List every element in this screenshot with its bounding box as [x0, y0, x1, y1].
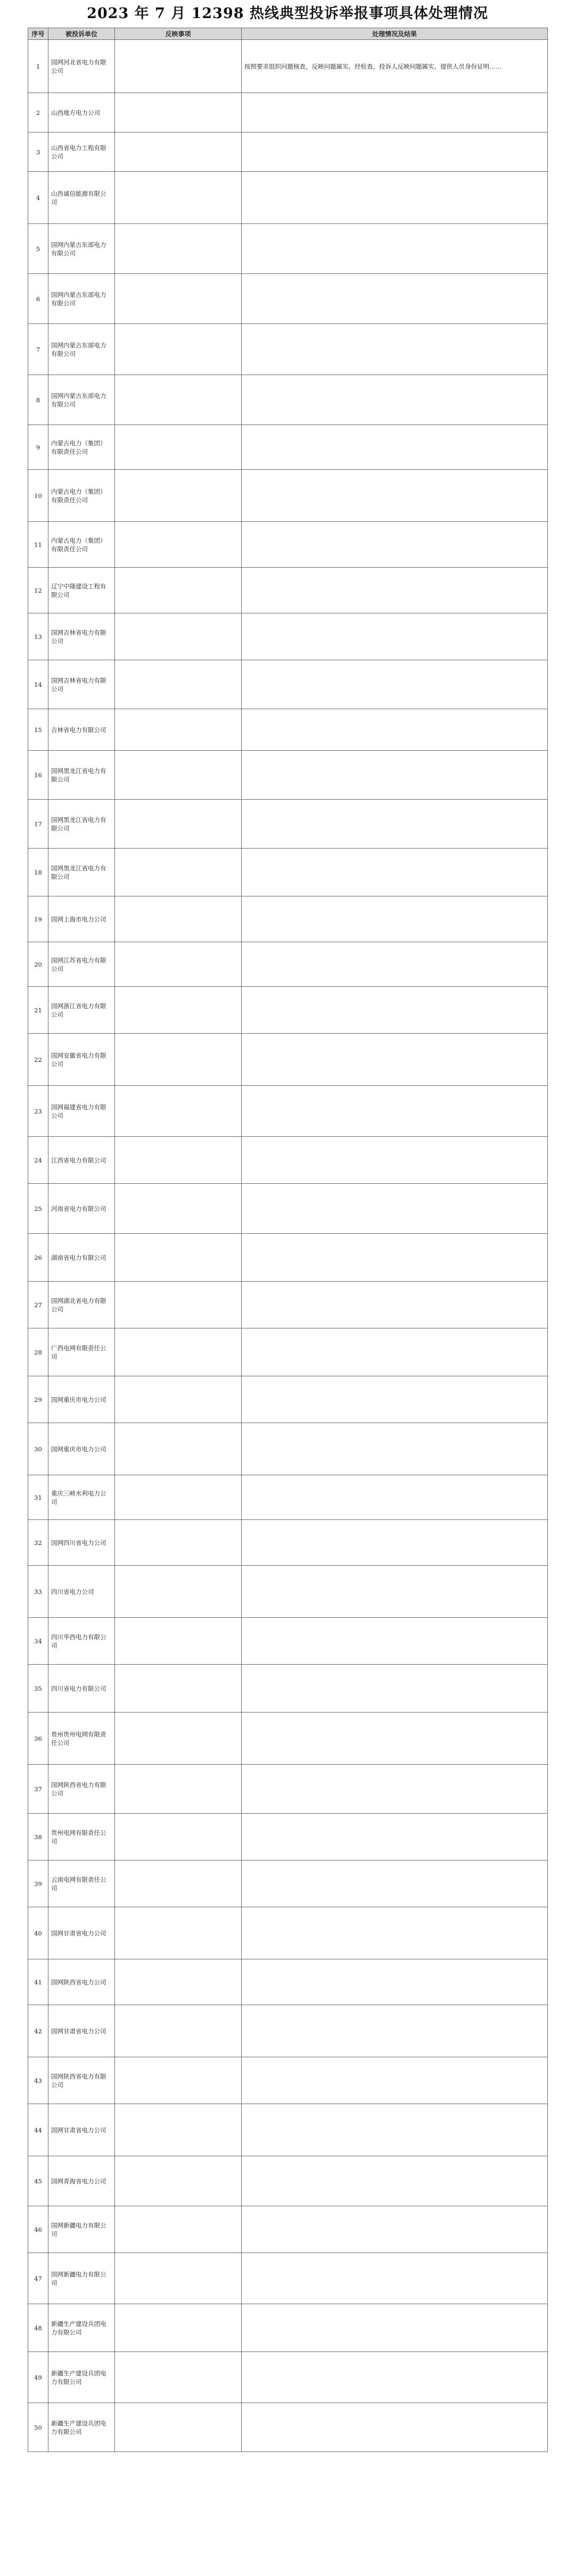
table-row	[28, 1765, 548, 1814]
row-result	[242, 613, 548, 660]
row-result	[242, 470, 548, 522]
row-result	[242, 2104, 548, 2156]
row-result	[242, 224, 548, 274]
row-unit: 国网内蒙古东部电力有限公司	[48, 324, 115, 375]
header-unit: 被投诉单位	[48, 28, 115, 40]
row-number: 38	[28, 1814, 48, 1860]
row-result	[242, 1282, 548, 1328]
row-result	[242, 2005, 548, 2057]
row-number: 43	[28, 2057, 48, 2104]
row-number: 22	[28, 1034, 48, 1086]
row-issue	[115, 224, 242, 274]
row-unit: 国网甘肃省电力公司	[48, 1907, 115, 1959]
row-number: 41	[28, 1959, 48, 2005]
row-unit: 内蒙古电力（集团）有限责任公司	[48, 470, 115, 522]
row-issue	[115, 1282, 242, 1328]
row-issue	[115, 93, 242, 132]
row-number: 47	[28, 2253, 48, 2304]
row-number: 9	[28, 425, 48, 470]
row-number: 27	[28, 1282, 48, 1328]
row-number: 49	[28, 2352, 48, 2403]
row-number: 40	[28, 1907, 48, 1959]
row-unit: 国网上海市电力公司	[48, 896, 115, 942]
row-unit: 四川省电力有限公司	[48, 1665, 115, 1713]
row-issue	[115, 1959, 242, 2005]
row-result	[242, 1860, 548, 1907]
row-unit: 国网新疆电力有限公司	[48, 2206, 115, 2253]
row-result	[242, 987, 548, 1034]
row-issue	[115, 2005, 242, 2057]
table-row	[28, 2005, 548, 2057]
row-unit: 国网吉林省电力有限公司	[48, 660, 115, 709]
row-issue	[115, 132, 242, 172]
row-issue	[115, 1566, 242, 1618]
row-result	[242, 375, 548, 425]
document-page	[28, 0, 547, 2452]
row-result	[242, 324, 548, 375]
row-result	[242, 709, 548, 751]
row-result	[242, 2206, 548, 2253]
row-issue	[115, 2104, 242, 2156]
row-result	[242, 1566, 548, 1618]
row-issue	[115, 568, 242, 613]
row-result	[242, 1376, 548, 1423]
table-row	[28, 274, 548, 324]
row-result	[242, 2156, 548, 2206]
row-unit: 国网新疆电力有限公司	[48, 2253, 115, 2304]
row-unit: 新疆生产建设兵团电力有限公司	[48, 2352, 115, 2403]
table-row	[28, 751, 548, 800]
row-number: 26	[28, 1234, 48, 1282]
row-unit: 山西地方电力公司	[48, 93, 115, 132]
table-row	[28, 425, 548, 470]
row-number: 35	[28, 1665, 48, 1713]
table-row	[28, 2104, 548, 2156]
row-result	[242, 93, 548, 132]
row-issue	[115, 1376, 242, 1423]
row-issue	[115, 1618, 242, 1665]
row-issue	[115, 709, 242, 751]
row-issue	[115, 324, 242, 375]
row-issue	[115, 1423, 242, 1475]
table-row	[28, 613, 548, 660]
table-row	[28, 132, 548, 172]
row-unit: 吉林省电力有限公司	[48, 709, 115, 751]
row-number: 15	[28, 709, 48, 751]
row-issue	[115, 470, 242, 522]
table-row	[28, 2403, 548, 2452]
row-number: 11	[28, 522, 48, 568]
row-result	[242, 1184, 548, 1234]
table-row	[28, 987, 548, 1034]
row-issue	[115, 1034, 242, 1086]
row-number: 24	[28, 1137, 48, 1184]
row-number: 19	[28, 896, 48, 942]
table-row	[28, 93, 548, 132]
row-result	[242, 522, 548, 568]
row-number: 50	[28, 2403, 48, 2452]
row-result	[242, 2403, 548, 2452]
row-number: 31	[28, 1475, 48, 1520]
row-number: 13	[28, 613, 48, 660]
row-number: 23	[28, 1086, 48, 1137]
row-issue	[115, 942, 242, 987]
table-row	[28, 522, 548, 568]
row-issue	[115, 613, 242, 660]
row-issue	[115, 2352, 242, 2403]
row-unit: 四川华西电力有限公司	[48, 1618, 115, 1665]
row-unit: 国网内蒙古东部电力有限公司	[48, 224, 115, 274]
row-unit: 国网重庆市电力公司	[48, 1423, 115, 1475]
row-result	[242, 1959, 548, 2005]
row-unit: 内蒙古电力（集团）有限责任公司	[48, 425, 115, 470]
table-row	[28, 1376, 548, 1423]
row-result	[242, 1086, 548, 1137]
row-result: 按照要求组织问题核查，反映问题属实。经检查，投诉人反映问题属实，提供人员身份证明……	[242, 40, 548, 93]
table-row	[28, 224, 548, 274]
row-result	[242, 660, 548, 709]
row-number: 32	[28, 1520, 48, 1566]
row-issue	[115, 800, 242, 849]
table-row	[28, 1184, 548, 1234]
row-number: 45	[28, 2156, 48, 2206]
table-row	[28, 709, 548, 751]
row-issue	[115, 375, 242, 425]
row-number: 20	[28, 942, 48, 987]
table-row	[28, 896, 548, 942]
row-unit: 四川省电力公司	[48, 1566, 115, 1618]
row-number: 25	[28, 1184, 48, 1234]
row-issue	[115, 2304, 242, 2352]
row-result	[242, 2253, 548, 2304]
row-number: 46	[28, 2206, 48, 2253]
table-row	[28, 1566, 548, 1618]
table-row	[28, 1475, 548, 1520]
row-number: 2	[28, 93, 48, 132]
row-issue	[115, 849, 242, 896]
table-header-row	[28, 28, 548, 40]
table-row	[28, 1328, 548, 1376]
row-result	[242, 1520, 548, 1566]
row-number: 39	[28, 1860, 48, 1907]
row-number: 8	[28, 375, 48, 425]
table-row	[28, 1665, 548, 1713]
row-issue	[115, 751, 242, 800]
row-number: 18	[28, 849, 48, 896]
row-result	[242, 274, 548, 324]
row-issue	[115, 1860, 242, 1907]
row-unit: 国网湖北省电力有限公司	[48, 1282, 115, 1328]
row-unit: 国网福建省电力有限公司	[48, 1086, 115, 1137]
row-unit: 国网黑龙江省电力有限公司	[48, 849, 115, 896]
row-number: 14	[28, 660, 48, 709]
row-issue	[115, 1475, 242, 1520]
row-unit: 国网吉林省电力有限公司	[48, 613, 115, 660]
row-number: 48	[28, 2304, 48, 2352]
row-unit: 新疆生产建设兵团电力有限公司	[48, 2403, 115, 2452]
row-result	[242, 425, 548, 470]
row-result	[242, 1423, 548, 1475]
table-row	[28, 1234, 548, 1282]
row-result	[242, 1814, 548, 1860]
table-row	[28, 1520, 548, 1566]
table-row	[28, 2304, 548, 2352]
table-row	[28, 1034, 548, 1086]
row-issue	[115, 40, 242, 93]
row-result	[242, 800, 548, 849]
row-result	[242, 568, 548, 613]
row-unit: 山西诚信能源有限公司	[48, 172, 115, 224]
row-unit: 重庆三峡水利电力公司	[48, 1475, 115, 1520]
table-row	[28, 1423, 548, 1475]
row-result	[242, 1618, 548, 1665]
header-result: 处理情况及结果	[242, 28, 548, 40]
table-body	[28, 40, 548, 2452]
row-number: 5	[28, 224, 48, 274]
row-result	[242, 1137, 548, 1184]
row-result	[242, 2304, 548, 2352]
page-title: 2023 年 7 月 12398 热线典型投诉举报事项具体处理情况	[87, 5, 488, 22]
row-issue	[115, 425, 242, 470]
row-result	[242, 1665, 548, 1713]
row-number: 16	[28, 751, 48, 800]
row-result	[242, 751, 548, 800]
row-result	[242, 2057, 548, 2104]
row-number: 28	[28, 1328, 48, 1376]
row-unit: 内蒙古电力（集团）有限责任公司	[48, 522, 115, 568]
table-row	[28, 40, 548, 93]
row-issue	[115, 1814, 242, 1860]
row-number: 44	[28, 2104, 48, 2156]
row-result	[242, 1765, 548, 1814]
row-unit: 国网安徽省电力有限公司	[48, 1034, 115, 1086]
table-row	[28, 2352, 548, 2403]
row-result	[242, 132, 548, 172]
row-unit: 国网青海省电力公司	[48, 2156, 115, 2206]
row-issue	[115, 1328, 242, 1376]
table-row	[28, 470, 548, 522]
row-issue	[115, 660, 242, 709]
header-no: 序号	[28, 28, 48, 40]
row-result	[242, 1034, 548, 1086]
row-issue	[115, 1907, 242, 1959]
header-issue: 反映事项	[115, 28, 242, 40]
row-issue	[115, 522, 242, 568]
row-unit: 国网河北省电力有限公司	[48, 40, 115, 93]
table-row	[28, 324, 548, 375]
row-issue	[115, 1234, 242, 1282]
row-issue	[115, 2156, 242, 2206]
row-number: 33	[28, 1566, 48, 1618]
row-result	[242, 942, 548, 987]
table-row	[28, 375, 548, 425]
row-unit: 新疆生产建设兵团电力有限公司	[48, 2304, 115, 2352]
row-issue	[115, 172, 242, 224]
row-unit: 国网黑龙江省电力有限公司	[48, 800, 115, 849]
table-row	[28, 800, 548, 849]
row-unit: 湖南省电力有限公司	[48, 1234, 115, 1282]
row-issue	[115, 1665, 242, 1713]
table-row	[28, 660, 548, 709]
row-result	[242, 1328, 548, 1376]
row-unit: 国网内蒙古东部电力有限公司	[48, 375, 115, 425]
row-number: 6	[28, 274, 48, 324]
table-row	[28, 1618, 548, 1665]
table-row	[28, 1814, 548, 1860]
row-result	[242, 1234, 548, 1282]
row-number: 34	[28, 1618, 48, 1665]
row-unit: 国网甘肃省电力公司	[48, 2104, 115, 2156]
row-issue	[115, 2206, 242, 2253]
row-unit: 国网内蒙古东部电力有限公司	[48, 274, 115, 324]
row-number: 3	[28, 132, 48, 172]
row-issue	[115, 1184, 242, 1234]
table-row	[28, 172, 548, 224]
row-number: 29	[28, 1376, 48, 1423]
row-result	[242, 2352, 548, 2403]
row-issue	[115, 1520, 242, 1566]
table-row	[28, 1282, 548, 1328]
row-unit: 国网陕西省电力有限公司	[48, 1765, 115, 1814]
table-row	[28, 2057, 548, 2104]
table-row	[28, 2206, 548, 2253]
row-unit: 国网江苏省电力有限公司	[48, 942, 115, 987]
row-issue	[115, 1137, 242, 1184]
row-number: 1	[28, 40, 48, 93]
row-number: 37	[28, 1765, 48, 1814]
row-result	[242, 1475, 548, 1520]
row-number: 42	[28, 2005, 48, 2057]
table-row	[28, 1086, 548, 1137]
row-unit: 国网重庆市电力公司	[48, 1376, 115, 1423]
row-result	[242, 849, 548, 896]
row-unit: 辽宁中隆建设工程有限公司	[48, 568, 115, 613]
row-number: 36	[28, 1713, 48, 1765]
complaint-table	[28, 28, 548, 2452]
table-row	[28, 1959, 548, 2005]
row-number: 10	[28, 470, 48, 522]
row-issue	[115, 1765, 242, 1814]
row-unit: 江西省电力有限公司	[48, 1137, 115, 1184]
table-row	[28, 1907, 548, 1959]
row-result	[242, 1713, 548, 1765]
table-row	[28, 2156, 548, 2206]
row-unit: 河南省电力有限公司	[48, 1184, 115, 1234]
row-number: 21	[28, 987, 48, 1034]
row-unit: 国网甘肃省电力公司	[48, 2005, 115, 2057]
row-issue	[115, 987, 242, 1034]
row-unit: 国网浙江省电力有限公司	[48, 987, 115, 1034]
row-unit: 山西省电力工程有限公司	[48, 132, 115, 172]
row-result	[242, 896, 548, 942]
table-row	[28, 568, 548, 613]
table-row	[28, 942, 548, 987]
row-number: 17	[28, 800, 48, 849]
row-unit: 国网陕西省电力有限公司	[48, 2057, 115, 2104]
row-number: 12	[28, 568, 48, 613]
row-result	[242, 1907, 548, 1959]
table-row	[28, 1860, 548, 1907]
row-number: 7	[28, 324, 48, 375]
table-row	[28, 2253, 548, 2304]
row-unit: 贵州贵州电网有限责任公司	[48, 1713, 115, 1765]
row-issue	[115, 1086, 242, 1137]
row-unit: 国网黑龙江省电力有限公司	[48, 751, 115, 800]
row-issue	[115, 896, 242, 942]
row-issue	[115, 1713, 242, 1765]
row-unit: 国网陕西省电力公司	[48, 1959, 115, 2005]
table-row	[28, 1713, 548, 1765]
row-issue	[115, 2253, 242, 2304]
row-unit: 国网四川省电力公司	[48, 1520, 115, 1566]
row-issue	[115, 2057, 242, 2104]
table-row	[28, 849, 548, 896]
row-issue	[115, 2403, 242, 2452]
row-unit: 云南电网有限责任公司	[48, 1860, 115, 1907]
row-number: 30	[28, 1423, 48, 1475]
row-result	[242, 172, 548, 224]
row-number: 4	[28, 172, 48, 224]
row-unit: 贵州电网有限责任公司	[48, 1814, 115, 1860]
table-row	[28, 1137, 548, 1184]
row-unit: 广西电网有限责任公司	[48, 1328, 115, 1376]
row-issue	[115, 274, 242, 324]
